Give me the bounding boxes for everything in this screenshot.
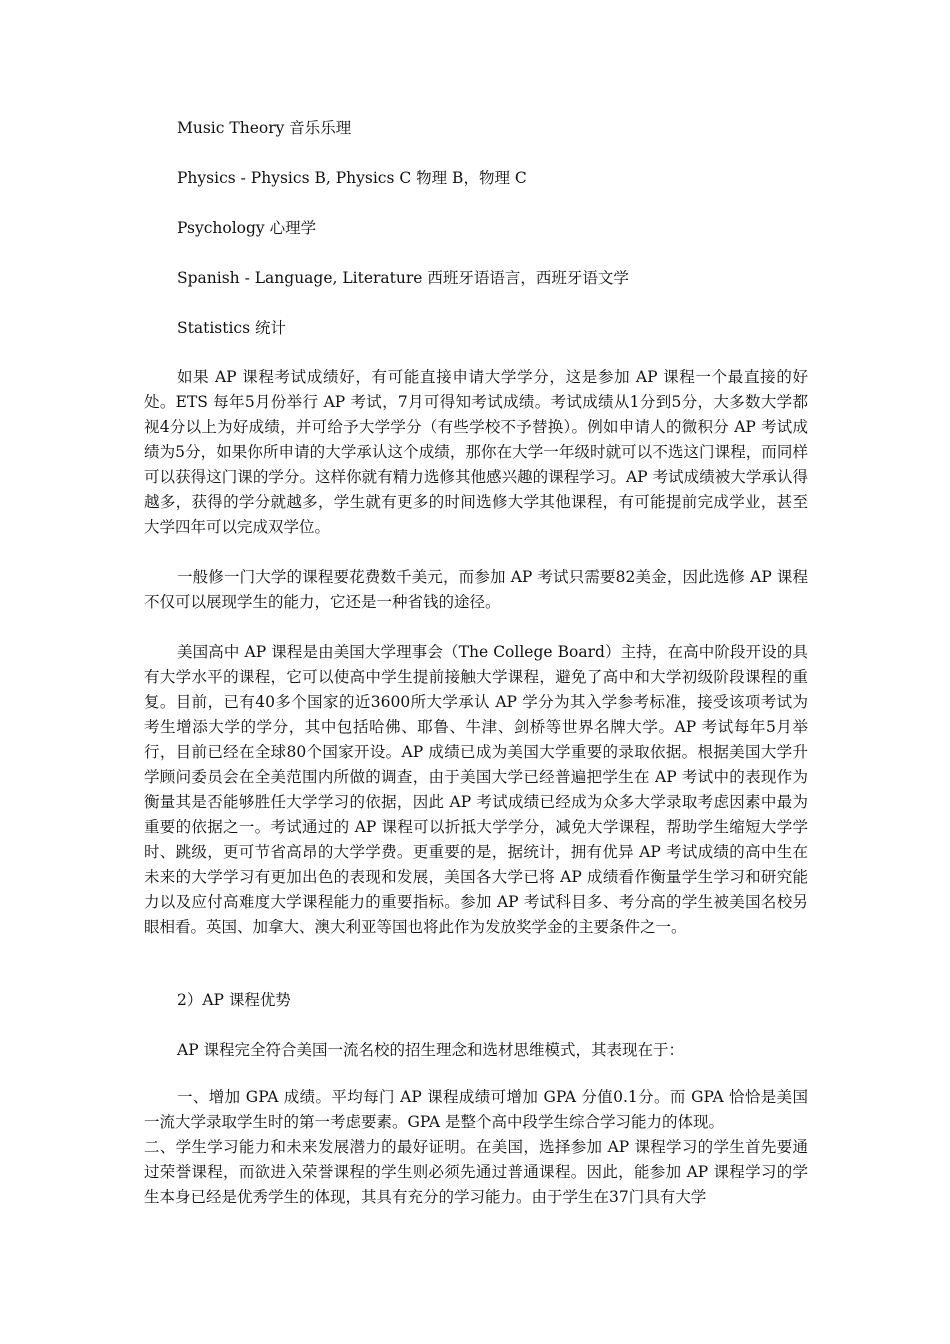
- paragraph-credit-benefit: 如果 AP 课程考试成绩好，有可能直接申请大学学分，这是参加 AP 课程一个最直接的好处。ETS 每年5月份举行 AP 考试，7月可得知考试成绩。考试成绩从1分到5分，大多数大学都视4分以上为好成绩，并可给予大学学分（有些学校不予替换）。例如申请人的微积分 AP 考试成绩为5分，如果你所申请的大学承认这个成绩，那你在大学一年级时就可以不选这门课程，而同样可以获得这门课的学分。这样你就有精力选修其他感兴趣的课程学习。AP 考试成绩被大学承认得越多，获得的学分就越多，学生就有更多的时间选修大学其他课程，有可能提前完成学业，甚至大学四年可以完成双学位。: [144, 368, 808, 536]
- course-line-spanish: Spanish - Language, Literature 西班牙语语言，西班牙语文学: [177, 269, 629, 287]
- course-line-music-theory: Music Theory 音乐乐理: [177, 119, 352, 137]
- course-line-psychology: Psychology 心理学: [177, 219, 317, 237]
- advantage-point-ability: 二、学生学习能力和未来发展潜力的最好证明。在美国，选择参加 AP 课程学习的学生首先要通过荣誉课程，而欲进入荣誉课程的学生则必须先通过普通课程。因此，能参加 AP 课程学习的学生本身已经是优秀学生的体现，其具有充分的学习能力。由于学生在37门具有大学: [144, 1138, 808, 1206]
- course-line-statistics: Statistics 统计: [177, 319, 286, 337]
- advantage-point-gpa: 一、增加 GPA 成绩。平均每门 AP 课程成绩可增加 GPA 分值0.1分。而 GPA 恰恰是美国一流大学录取学生时的第一考虑要素。GPA 是整个高中段学生综合学习能力的体现。: [144, 1088, 808, 1131]
- course-line-physics: Physics - Physics B, Physics C 物理 B，物理 C: [177, 169, 527, 187]
- section-heading: 2）AP 课程优势: [177, 991, 291, 1009]
- paragraph-cost-saving: 一般修一门大学的课程要花费数千美元，而参加 AP 考试只需要82美金，因此选修 AP 课程不仅可以展现学生的能力，它还是一种省钱的途径。: [144, 568, 808, 611]
- intro-line: AP 课程完全符合美国一流名校的招生理念和选材思维模式，其表现在于：: [177, 1041, 685, 1059]
- paragraph-college-board: 美国高中 AP 课程是由美国大学理事会（The College Board）主持，在高中阶段开设的具有大学水平的课程，它可以使高中学生提前接触大学课程，避免了高中和大学初级阶段课程的重复。目前，已有40多个国家的近3600所大学承认 AP 学分为其入学参考标准，接受该项考试为考生增添大学的学分，其中包括哈佛、耶鲁、牛津、剑桥等世界名牌大学。AP 考试每年5月举行，目前已经在全球80个国家开设。AP 成绩已成为美国大学重要的录取依据。根据美国大学升学顾问委员会在全美范围内所做的调查，由于美国大学已经普遍把学生在 AP 考试中的表现作为衡量其是否能够胜任大学学习的依据，因此 AP 考试成绩已经成为众多大学录取考虑因素中最为重要的依据之一。考试通过的 AP 课程可以折抵大学学分，减免大学课程，帮助学生缩短大学学时、跳级，更可节省高昂的大学学费。更重要的是，据统计，拥有优异 AP 考试成绩的高中生在未来的大学学习有更加出色的表现和发展，美国各大学已将 AP 成绩看作衡量学生学习和研究能力以及应付高难度大学课程能力的重要指标。参加 AP 考试科目多、考分高的学生被美国名校另眼相看。英国、加拿大、澳大利亚等国也将此作为发放奖学金的主要条件之一。: [144, 643, 808, 936]
